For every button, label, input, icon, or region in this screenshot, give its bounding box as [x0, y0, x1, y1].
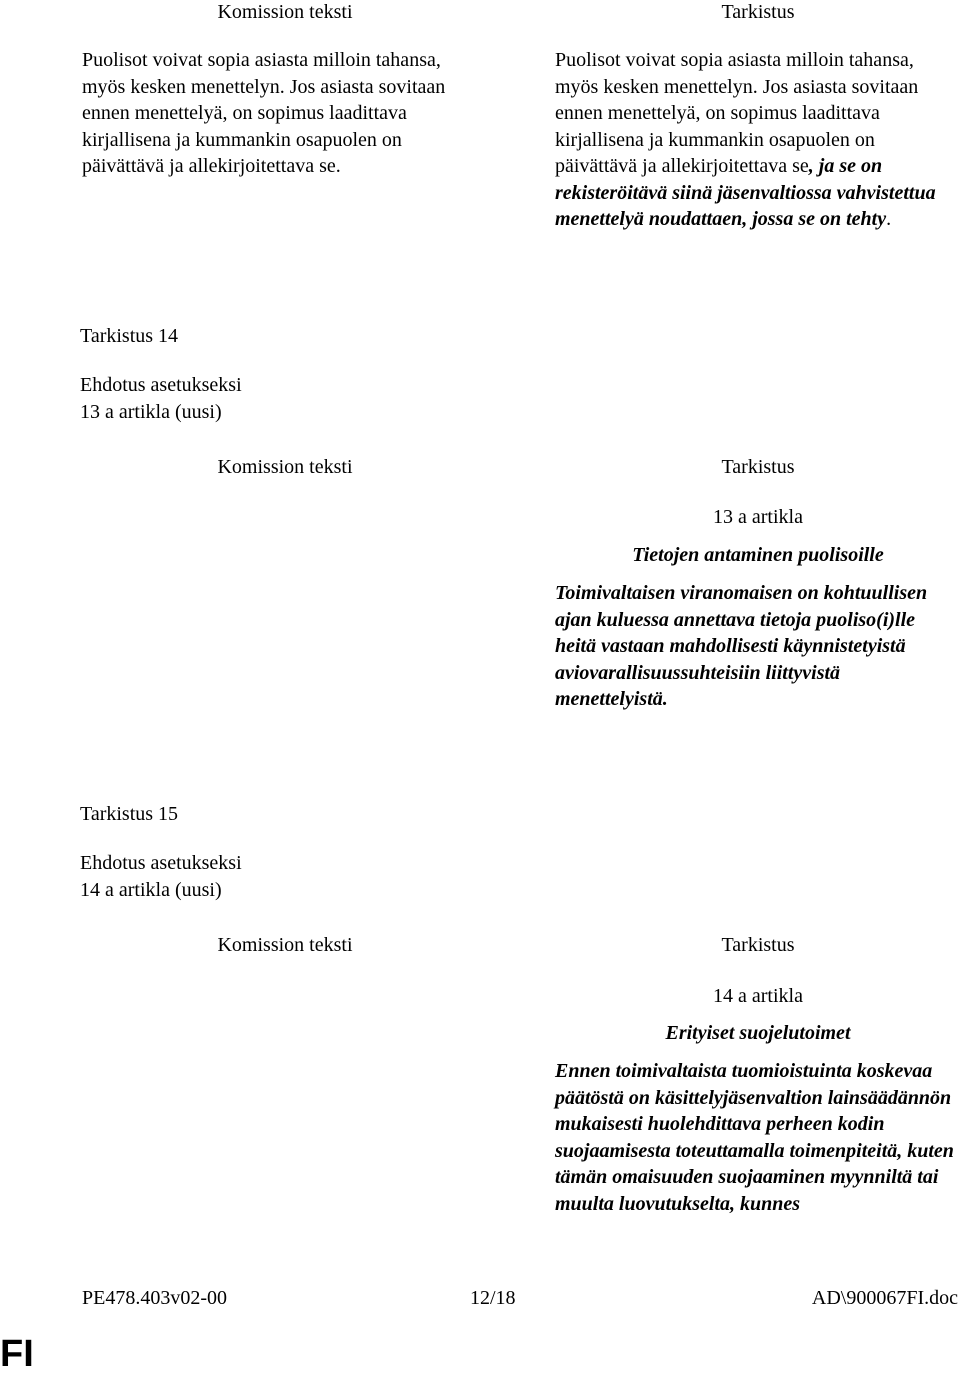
commission-text-paragraph: Puolisot voivat sopia asiasta milloin tahansa, myös kesken menettelyn. Jos asiasta sovitaan ennen menettelyä, on sopimus laadittava kirjallisena ja kummankin osapuolen on päivättävä ja allekirjoitettava se. — [82, 49, 446, 177]
amendment-14-left-header: Komission teksti — [217, 456, 353, 478]
amendment-14-article-ref: 13 a artikla (uusi) — [80, 401, 222, 423]
amendment-14-article-title: 13 a artikla — [713, 506, 803, 528]
right-column-header: Tarkistus — [721, 1, 795, 23]
amendment-14-proposal: Ehdotus asetukseksi — [80, 374, 242, 396]
amendment-15-article-subtitle: Erityiset suojelutoimet — [665, 1022, 851, 1044]
amendment-text-end: . — [886, 208, 892, 230]
left-column-header: Komission teksti — [217, 1, 353, 23]
amendment-15-article-title: 14 a artikla — [713, 985, 803, 1007]
amendment-text-paragraph — [555, 47, 950, 233]
footer-file-name: AD\900067FI.doc — [811, 1287, 958, 1309]
amendment-15-article-ref: 14 a artikla (uusi) — [80, 879, 222, 901]
footer-page-number: 12/18 — [470, 1287, 516, 1309]
language-code: FI — [0, 1333, 34, 1375]
amendment-14-right-header: Tarkistus — [721, 456, 795, 478]
amendment-14-number: Tarkistus 14 — [80, 325, 179, 347]
amendment-15-number: Tarkistus 15 — [80, 803, 179, 825]
amendment-14-article-subtitle: Tietojen antaminen puolisoille — [632, 544, 884, 566]
amendment-15-right-header: Tarkistus — [721, 934, 795, 956]
amendment-15-proposal: Ehdotus asetukseksi — [80, 852, 242, 874]
amendment-15-left-header: Komission teksti — [217, 934, 353, 956]
footer-doc-ref: PE478.403v02-00 — [82, 1287, 227, 1309]
amendment-15-article-text: Ennen toimivaltaista tuomioistuinta koskevaa päätöstä on käsittelyjäsenvaltion lainsäädännön mukaisesti huolehdittava perheen kodin suojaamisesta toteuttamalla toimenpiteitä, kuten tämän omaisuuden suojaaminen myynniltä tai muulta luovutukselta, kunnes — [555, 1060, 954, 1215]
amendment-14-article-text: Toimivaltaisen viranomaisen on kohtuullisen ajan kuluessa annettava tietoja puoliso(i)lle heitä vastaan mahdollisesti käynnistetyistä aviovarallisuussuhteisiin liittyvistä menettelyistä. — [555, 582, 928, 710]
amendment-text-added: , ja se on rekisteröitävä siinä jäsenvaltiossa vahvistettua menettelyä noudattaen, jossa se on tehty — [555, 155, 936, 230]
amendment-text-unchanged: Puolisot voivat sopia asiasta milloin tahansa, myös kesken menettelyn. Jos asiasta sovitaan ennen menettelyä, on sopimus laadittava kirjallisena ja kummankin osapuolen on päivättävä ja allekirjoitettava se — [555, 49, 919, 177]
